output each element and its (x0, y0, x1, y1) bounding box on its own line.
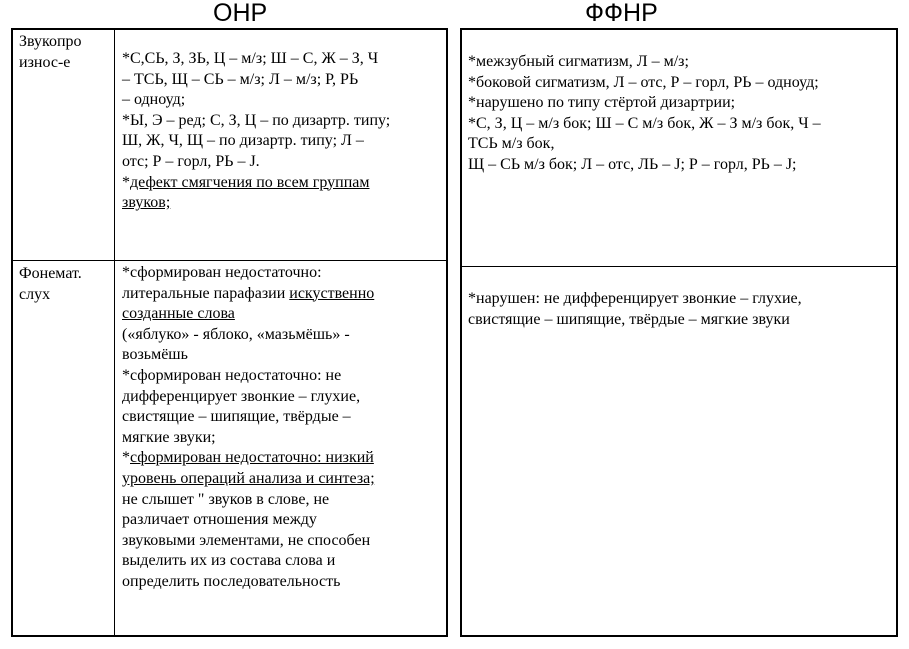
text-line (122, 304, 375, 325)
line-text: отс; Р – горл, РЬ – J. (122, 152, 260, 170)
text-line (122, 263, 375, 284)
line-text: выделить их из состава слова и (122, 552, 336, 570)
ffnr-pronunciation-cell (468, 52, 821, 176)
text-line (122, 90, 390, 111)
text-line (468, 289, 802, 310)
underlined-text: уровень операций анализа и синтеза; (122, 469, 375, 487)
line-text: дифференцирует звонкие – глухие, (122, 387, 361, 405)
line-text: свистящие – шипящие, твёрдые – (122, 408, 351, 426)
label-line: Звукопро (19, 33, 82, 50)
line-text: определить последовательность (122, 572, 341, 590)
line-text: *сформирован недостаточно: не (122, 366, 342, 384)
line-text: *С,СЬ, З, ЗЬ, Ц – м/з; Ш – С, Ж – З, Ч (122, 50, 379, 67)
line-text: * (122, 449, 130, 467)
label-line: износ-е (19, 53, 71, 71)
text-line (122, 111, 390, 132)
text-line (468, 93, 821, 114)
text-line (468, 155, 821, 176)
text-line (122, 325, 375, 346)
onr-phonemic-hearing-cell (122, 263, 375, 593)
onr-row2-label (19, 264, 82, 305)
line-text: возьмёшь (122, 346, 188, 364)
text-line (122, 49, 390, 70)
line-text: – одноуд; (122, 91, 186, 109)
text-line (468, 310, 802, 331)
line-text: ТСЬ м/з бок, (468, 135, 555, 153)
line-text: – ТСЬ, Щ – СЬ – м/з; Л – м/з; Р, РЬ (122, 70, 359, 88)
label-line: Фонемат. (19, 265, 82, 282)
line-text: * (122, 173, 130, 191)
text-line (468, 52, 821, 73)
line-text: свистящие – шипящие, твёрдые – мягкие звуки (468, 310, 790, 328)
onr-row-divider (12, 260, 447, 261)
text-line (468, 73, 821, 94)
line-text: («яблуко» - яблоко, «мазьмёшь» - (122, 325, 350, 343)
text-line (122, 345, 375, 366)
line-text: *С, З, Ц – м/з бок; Ш – С м/з бок, Ж – З м/з бок, Ч – (468, 114, 821, 132)
text-line (122, 407, 375, 428)
line-text: мягкие звуки; (122, 428, 216, 446)
line-text: *нарушено по типу стёртой дизартрии; (468, 94, 736, 112)
text-line (122, 531, 375, 552)
ffnr-phonemic-hearing-cell (468, 289, 802, 330)
text-line (122, 131, 390, 152)
text-line (122, 387, 375, 408)
onr-column-divider (114, 29, 115, 636)
ffnr-header: ФФНР (585, 0, 658, 27)
line-text: литеральные парафазии (122, 284, 290, 302)
onr-pronunciation-cell (122, 49, 390, 214)
text-line (122, 152, 390, 173)
line-text: Ш, Ж, Ч, Щ – по дизартр. типу; Л – (122, 132, 364, 150)
text-line (122, 284, 375, 305)
line-text: *сформирован недостаточно: (122, 264, 322, 281)
line-text: звуковыми элементами, не способен (122, 531, 371, 549)
line-text: *нарушен: не дифференцирует звонкие – глухие, (468, 290, 802, 307)
text-line (122, 428, 375, 449)
text-line (122, 510, 375, 531)
text-line (122, 551, 375, 572)
line-text: *межзубный сигматизм, Л – м/з; (468, 53, 689, 70)
onr-header: ОНР (213, 0, 268, 27)
onr-row1-label (19, 32, 82, 73)
text-line (122, 366, 375, 387)
text-line (122, 448, 375, 469)
text-line (122, 490, 375, 511)
underlined-text: дефект смягчения по всем группам (130, 173, 370, 191)
underlined-text: звуков; (122, 194, 171, 212)
text-line (468, 134, 821, 155)
line-text: *Ы, Э – ред; С, З, Ц – по дизартр. типу; (122, 111, 391, 129)
label-line: слух (19, 285, 51, 303)
text-line (122, 173, 390, 194)
text-line (468, 114, 821, 135)
ffnr-row-divider (461, 266, 897, 267)
line-text: *боковой сигматизм, Л – отс, Р – горл, РЬ – одноуд; (468, 73, 819, 91)
underlined-text: сформирован недостаточно: низкий (130, 449, 374, 467)
text-line (122, 572, 375, 593)
text-line (122, 469, 375, 490)
text-line (122, 70, 390, 91)
underlined-text: искуственно (289, 284, 375, 302)
line-text: не слышет " звуков в слове, не (122, 490, 330, 508)
underlined-text: созданные слова (122, 305, 235, 323)
line-text: различает отношения между (122, 511, 317, 529)
line-text: Щ – СЬ м/з бок; Л – отс, ЛЬ – J; Р – горл, РЬ – J; (468, 155, 797, 173)
text-line (122, 193, 390, 214)
